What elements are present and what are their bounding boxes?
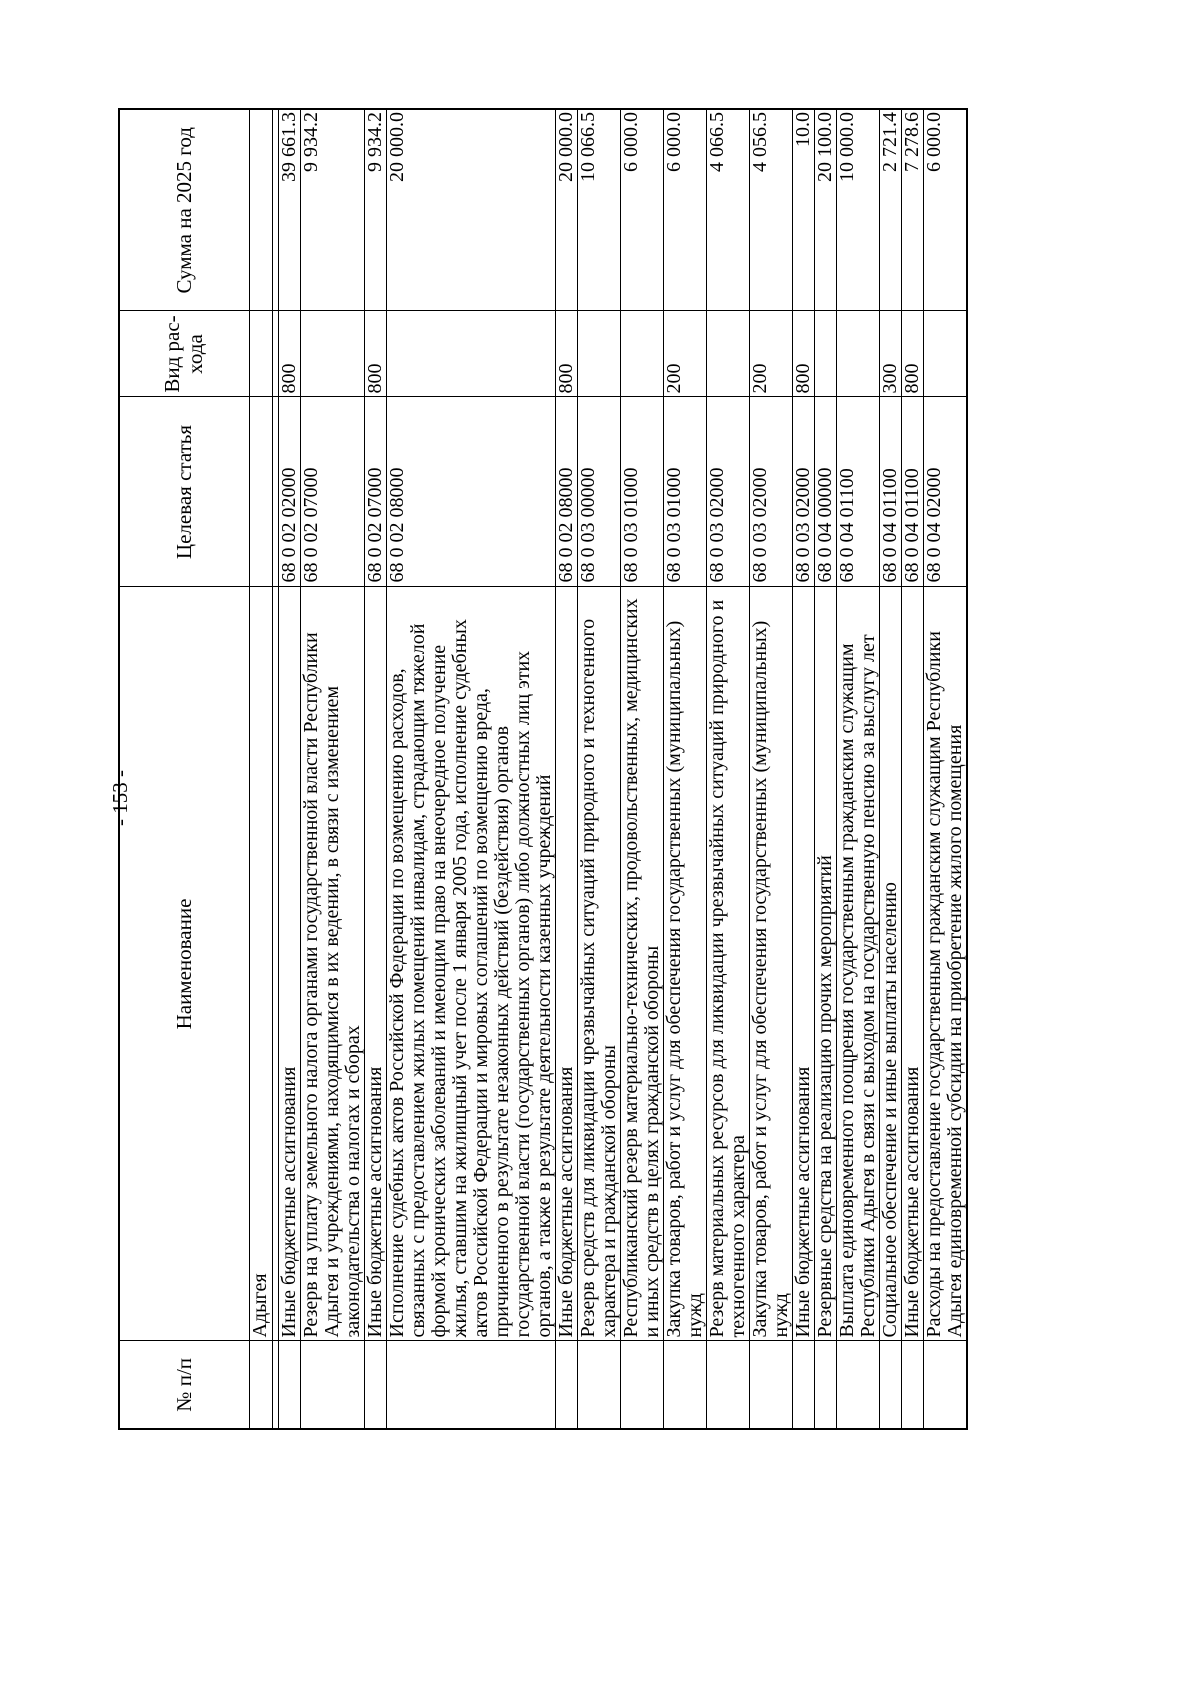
row-name: Резервные средства на реализацию прочих мероприятий <box>814 587 836 1341</box>
table-row <box>577 109 620 1429</box>
row-target-article: 68 0 03 02000 <box>706 397 749 587</box>
row-name: Резерв на уплату земельного налога органами государственной власти Республики Адыгея и учреждениями, находящимися в их ведении, в связи с изменением законодательства о налогах и сборах <box>300 587 364 1341</box>
row-sum: 20 000.0 <box>555 109 577 311</box>
table-row <box>663 109 706 1429</box>
row-sum: 20 000.0 <box>386 109 555 311</box>
header-sum-2025: Сумма на 2025 год <box>119 109 249 311</box>
row-name: Выплата единовременного поощрения государственным гражданским служащим Республики Адыгея в связи с выходом на государственную пенсию за выслугу лет <box>836 587 879 1341</box>
row-number <box>792 1341 814 1429</box>
table-row <box>364 109 386 1429</box>
table-body <box>249 109 967 1429</box>
row-sum <box>249 109 272 311</box>
row-name: Закупка товаров, работ и услуг для обеспечения государственных (муниципальных) нужд <box>749 587 792 1341</box>
table-row <box>555 109 577 1429</box>
page-number: - 153 - <box>108 770 132 826</box>
table-row <box>901 109 923 1429</box>
row-target-article: 68 0 02 02000 <box>278 397 300 587</box>
row-number <box>364 1341 386 1429</box>
rotated-page-content <box>118 110 1066 1430</box>
row-sum: 6 000.0 <box>620 109 663 311</box>
row-expense-type <box>620 311 663 397</box>
row-expense-type <box>386 311 555 397</box>
row-target-article: 68 0 02 07000 <box>300 397 364 587</box>
row-name: Закупка товаров, работ и услуг для обеспечения государственных (муниципальных) нужд <box>663 587 706 1341</box>
row-expense-type: 200 <box>663 311 706 397</box>
row-number <box>620 1341 663 1429</box>
table-row <box>278 109 300 1429</box>
row-target-article: 68 0 03 02000 <box>749 397 792 587</box>
row-expense-type: 800 <box>364 311 386 397</box>
row-expense-type: 800 <box>792 311 814 397</box>
table-row <box>879 109 901 1429</box>
row-number <box>706 1341 749 1429</box>
row-expense-type: 800 <box>278 311 300 397</box>
row-sum: 2 721.4 <box>879 109 901 311</box>
table-row <box>706 109 749 1429</box>
row-sum: 10 066.5 <box>577 109 620 311</box>
row-target-article: 68 0 04 00000 <box>814 397 836 587</box>
header-name: Наименование <box>119 587 249 1341</box>
table-header <box>119 109 249 1429</box>
row-target-article: 68 0 02 07000 <box>364 397 386 587</box>
row-name: Резерв средств для ликвидации чрезвычайных ситуаций природного и техногенного характера и гражданской обороны <box>577 587 620 1341</box>
row-name: Иные бюджетные ассигнования <box>278 587 300 1341</box>
row-target-article: 68 0 02 08000 <box>386 397 555 587</box>
row-target-article: 68 0 04 02000 <box>923 397 967 587</box>
row-number <box>901 1341 923 1429</box>
row-number <box>555 1341 577 1429</box>
row-target-article: 68 0 03 01000 <box>620 397 663 587</box>
row-target-article: 68 0 03 00000 <box>577 397 620 587</box>
row-sum: 6 000.0 <box>923 109 967 311</box>
row-name: Адыгея <box>249 587 272 1341</box>
row-name: Иные бюджетные ассигнования <box>555 587 577 1341</box>
table-row <box>620 109 663 1429</box>
header-expense-type: Вид рас- хода <box>119 311 249 397</box>
row-target-article: 68 0 04 01100 <box>879 397 901 587</box>
row-expense-type: 800 <box>555 311 577 397</box>
row-number <box>923 1341 967 1429</box>
table-row <box>749 109 792 1429</box>
table-row <box>814 109 836 1429</box>
row-target-article: 68 0 04 01100 <box>836 397 879 587</box>
row-number <box>879 1341 901 1429</box>
table-row <box>249 109 272 1429</box>
row-sum: 10 000.0 <box>836 109 879 311</box>
row-name: Иные бюджетные ассигнования <box>792 587 814 1341</box>
row-expense-type <box>923 311 967 397</box>
row-sum: 20 100.0 <box>814 109 836 311</box>
row-name: Иные бюджетные ассигнования <box>364 587 386 1341</box>
row-sum: 9 934.2 <box>300 109 364 311</box>
row-name: Резерв материальных ресурсов для ликвидации чрезвычайных ситуаций природного и техногенного характера <box>706 587 749 1341</box>
table-row <box>923 109 967 1429</box>
row-target-article: 68 0 03 01000 <box>663 397 706 587</box>
row-expense-type <box>814 311 836 397</box>
header-target-article: Целевая статья <box>119 397 249 587</box>
row-number <box>300 1341 364 1429</box>
table-row <box>836 109 879 1429</box>
row-sum: 7 278.6 <box>901 109 923 311</box>
row-number <box>249 1341 272 1429</box>
row-expense-type: 300 <box>879 311 901 397</box>
row-sum: 9 934.2 <box>364 109 386 311</box>
row-expense-type: 200 <box>749 311 792 397</box>
row-number <box>814 1341 836 1429</box>
row-expense-type <box>300 311 364 397</box>
row-target-article: 68 0 04 01100 <box>901 397 923 587</box>
row-number <box>386 1341 555 1429</box>
row-name: Социальное обеспечение и иные выплаты населению <box>879 587 901 1341</box>
row-number <box>836 1341 879 1429</box>
row-name: Расходы на предоставление государственным гражданским служащим Республики Адыгея единовременной субсидии на приобретение жилого помещения <box>923 587 967 1341</box>
row-sum: 4 056.5 <box>749 109 792 311</box>
row-sum: 39 661.3 <box>278 109 300 311</box>
row-sum: 4 066.5 <box>706 109 749 311</box>
row-expense-type: 800 <box>901 311 923 397</box>
row-sum: 10.0 <box>792 109 814 311</box>
header-number: № п/п <box>119 1341 249 1429</box>
row-target-article: 68 0 03 02000 <box>792 397 814 587</box>
row-name: Республиканский резерв материально-технических, продовольственных, медицинских и иных средств в целях гражданской обороны <box>620 587 663 1341</box>
row-sum: 6 000.0 <box>663 109 706 311</box>
row-number <box>278 1341 300 1429</box>
budget-table <box>118 108 968 1430</box>
row-number <box>577 1341 620 1429</box>
row-target-article: 68 0 02 08000 <box>555 397 577 587</box>
table-row <box>386 109 555 1429</box>
row-expense-type <box>249 311 272 397</box>
row-expense-type <box>706 311 749 397</box>
row-number <box>663 1341 706 1429</box>
row-expense-type <box>836 311 879 397</box>
row-name: Исполнение судебных актов Российской Федерации по возмещению расходов, связанных с предоставлением жилых помещений инвалидам, страдающим тяжелой формой хронических заболеваний и имеющим право на внеочередное получение жилья, ставшим на жилищный учет после 1 января 2005 года, исполнение судебных актов Российской Федерации и мировых соглашений по возмещению вреда, причиненного в результате незаконных действий (бездействия) органов государственной власти (государственных органов) либо должностных лиц этих органов, а также в результате деятельности казенных учреждений <box>386 587 555 1341</box>
row-target-article <box>249 397 272 587</box>
table-row <box>300 109 364 1429</box>
row-name: Иные бюджетные ассигнования <box>901 587 923 1341</box>
table-row <box>792 109 814 1429</box>
row-expense-type <box>577 311 620 397</box>
row-number <box>749 1341 792 1429</box>
